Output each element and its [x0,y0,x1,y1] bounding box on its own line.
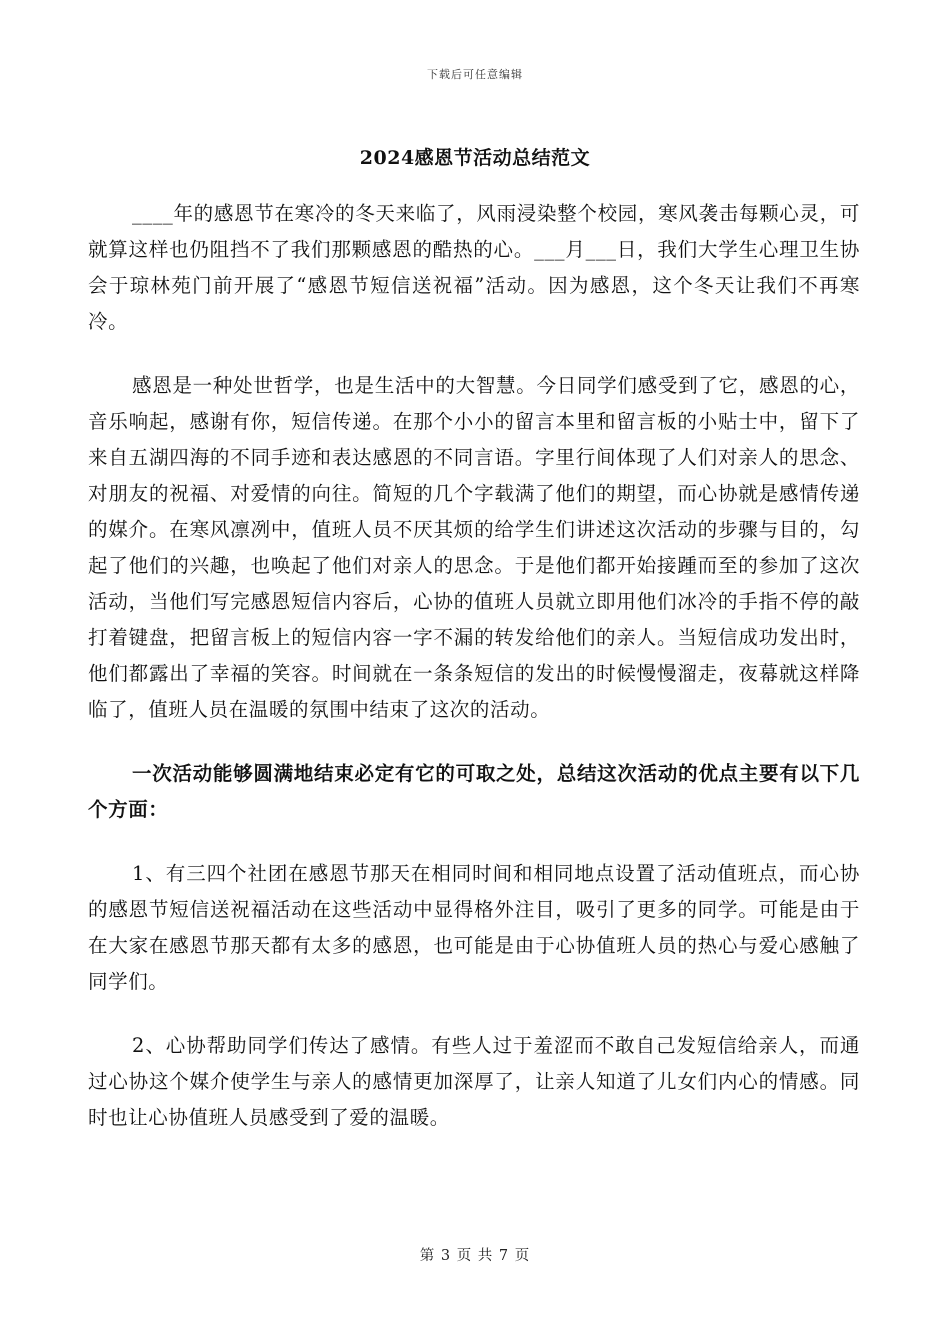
page-indicator: 第 3 页 共 7 页 [419,1248,531,1264]
paragraph-intro: ____年的感恩节在寒冷的冬天来临了，风雨浸染整个校园，寒风袭击每颗心灵，可就算这样也仍阻挡不了我们那颗感恩的酷热的心。___月___日，我们大学生心理卫生协会于琼林苑门前开展了“感恩节短信送祝福”活动。因为感恩，这个冬天让我们不再寒冷。 [88,202,860,333]
paragraph-gratitude: 感恩是一种处世哲学，也是生活中的大智慧。今日同学们感受到了它，感恩的心，音乐响起，感谢有你，短信传递。在那个小小的留言本里和留言板的小贴士中，留下了来自五湖四海的不同手迹和表达感恩的不同言语。字里行间体现了人们对亲人的思念、对朋友的祝福、对爱情的向往。简短的几个字载满了他们的期望，而心协就是感情传递的媒介。在寒风凛冽中，值班人员不厌其烦的给学生们讲述这次活动的步骤与目的，勾起了他们的兴趣，也唤起了他们对亲人的思念。于是他们都开始接踵而至的参加了这次活动，当他们写完感恩短信内容后，心协的值班人员就立即用他们冰冷的手指不停的敲打着键盘，把留言板上的短信内容一字不漏的转发给他们的亲人。当短信成功发出时，他们都露出了幸福的笑容。时间就在一条条短信的发出的时候慢慢溜走，夜幕就这样降临了，值班人员在温暖的氛围中结束了这次的活动。 [88,374,860,721]
paragraph-point-1: 1、有三四个社团在感恩节那天在相同时间和相同地点设置了活动值班点，而心协的感恩节短信送祝福活动在这些活动中显得格外注目，吸引了更多的同学。可能是由于在大家在感恩节那天都有太多的感恩，也可能是由于心协值班人员的热心与爱心感触了同学们。 [88,862,860,993]
paragraph-summary-heading: 一次活动能够圆满地结束必定有它的可取之处，总结这次活动的优点主要有以下几个方面： [88,762,860,821]
document-title: 2024感恩节活动总结范文 [359,147,591,169]
header-note: 下载后可任意编辑 [427,68,523,81]
paragraph-point-2: 2、心协帮助同学们传达了感情。有些人过于羞涩而不敢自己发短信给亲人，而通过心协这个媒介使学生与亲人的感情更加深厚了，让亲人知道了儿女们内心的情感。同时也让心协值班人员感受到了爱的温暖。 [88,1034,860,1129]
document-body [88,196,860,1136]
